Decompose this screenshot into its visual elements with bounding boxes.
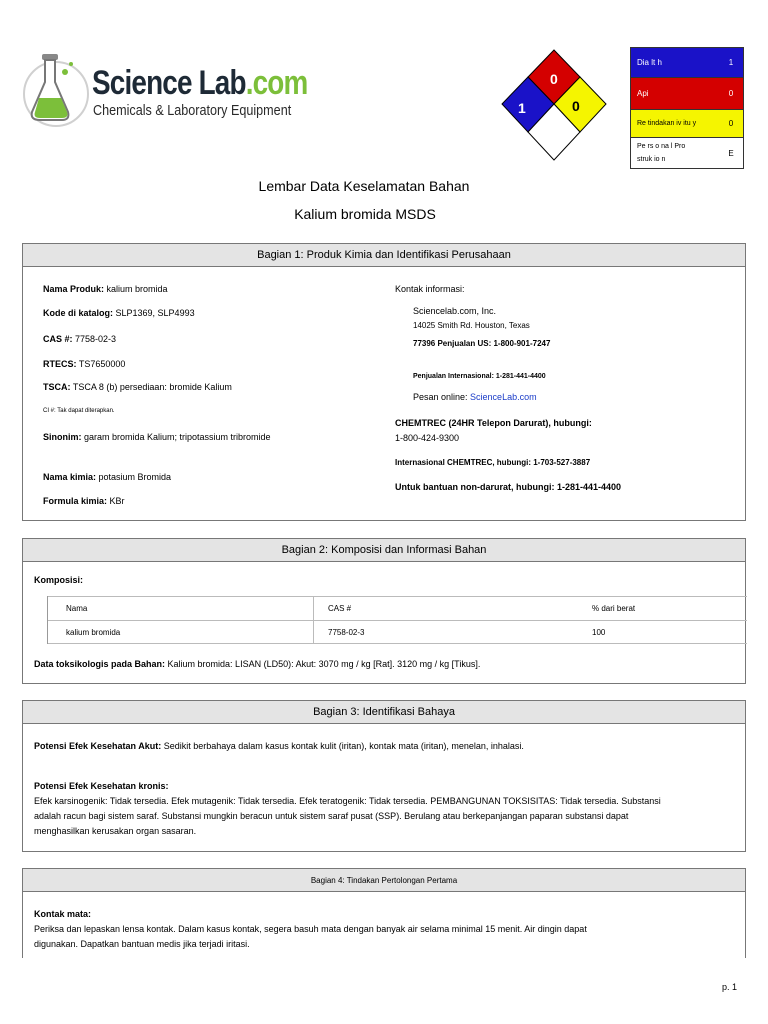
eye-contact-label: Kontak mata:	[34, 909, 92, 919]
hmis-protection-row: Pe rs o na l Pro struk io n E	[631, 138, 743, 168]
section-4	[22, 868, 746, 958]
product-name: Nama Produk: kalium bromida	[43, 284, 168, 294]
chemtrec-label: CHEMTREC (24HR Telepon Darurat), hubungi:	[395, 418, 592, 428]
nfpa-health-value: 1	[518, 100, 526, 116]
nfpa-diamond	[500, 48, 608, 164]
order-online: Pesan online: ScienceLab.com	[413, 392, 537, 402]
table-row: kalium bromida 7758-02-3 100	[48, 620, 747, 644]
non-emergency-contact: Untuk bantuan non-darurat, hubungi: 1-281-441-4400	[395, 482, 622, 492]
document-subtitle: Kalium bromida MSDS	[294, 206, 436, 222]
synonyms: Sinonim: garam bromida Kalium; tripotassium tribromide	[43, 432, 271, 442]
table-header-row: Nama CAS # % dari berat	[48, 596, 747, 620]
sales-us: 77396 Penjualan US: 1-800-901-7247	[413, 339, 551, 348]
contact-label: Kontak informasi:	[395, 284, 465, 294]
hmis-fire-row: Api 0	[631, 78, 743, 110]
composition-label: Komposisi:	[34, 575, 84, 585]
eye-contact-line-2: digunakan. Dapatkan bantuan medis jika terjadi iritasi.	[34, 939, 250, 949]
chronic-health-label: Potensi Efek Kesehatan kronis:	[34, 781, 169, 791]
sciencelab-logo	[20, 50, 308, 130]
flask-icon	[20, 50, 90, 130]
section-1	[22, 243, 746, 521]
section-2	[22, 538, 746, 684]
sales-international: Penjualan Internasional: 1-281-441-4400	[413, 373, 546, 380]
composition-table	[47, 596, 747, 644]
chemical-name: Nama kimia: potasium Bromida	[43, 472, 172, 482]
eye-contact-line-1: Periksa dan lepaskan lensa kontak. Dalam kasus kontak, segera basuh mata dengan banyak air selama minimal 15 menit. Air dingin dapat	[34, 924, 587, 934]
section-3-heading: Bagian 3: Identifikasi Bahaya	[23, 701, 745, 724]
section-4-heading: Bagian 4: Tindakan Pertolongan Pertama	[23, 869, 745, 892]
nfpa-fire-value: 0	[550, 71, 558, 87]
hmis-health-row: Dia lt h 1	[631, 48, 743, 78]
chemtrec-international: Internasional CHEMTREC, hubungi: 1-703-527-3887	[395, 458, 591, 467]
section-2-heading: Bagian 2: Komposisi dan Informasi Bahan	[23, 539, 745, 562]
sciencelab-link[interactable]: ScienceLab.com	[470, 392, 537, 402]
chemtrec-phone: 1-800-424-9300	[395, 433, 460, 443]
rtecs-number: RTECS: TS7650000	[43, 359, 126, 369]
chemical-formula: Formula kimia: KBr	[43, 496, 125, 506]
toxicology-data: Data toksikologis pada Bahan: Kalium bromida: LISAN (LD50): Akut: 3070 mg / kg [Rat]. 3120 mg / kg [Tikus].	[34, 659, 481, 669]
section-3	[22, 700, 746, 852]
tsca-info: TSCA: TSCA 8 (b) persediaan: bromide Kalium	[43, 382, 232, 392]
company-name: Sciencelab.com, Inc.	[413, 306, 497, 316]
chronic-health-line-1: Efek karsinogenik: Tidak tersedia. Efek mutagenik: Tidak tersedia. Efek teratogenik: Tidak tersedia. PEMBANGUNAN TOKSISITAS: Tidak tersedia. Substansi	[34, 796, 661, 806]
logo-wordmark: Science Lab.com	[92, 64, 308, 102]
page-number: p. 1	[722, 982, 738, 992]
company-address: 14025 Smith Rd. Houston, Texas	[413, 321, 530, 330]
document-title: Lembar Data Keselamatan Bahan	[258, 178, 470, 194]
cas-number: CAS #: 7758-02-3	[43, 334, 117, 344]
chronic-health-line-2: adalah racun bagi sistem saraf. Substansi mungkin beracun untuk sistem saraf pusat (SSP). Berulang atau berkepanjangan paparan substansi dapat	[34, 811, 629, 821]
hmis-reactivity-row: Re tindakan iv itu y 0	[631, 110, 743, 138]
chronic-health-line-3: menghasilkan kerusakan organ sasaran.	[34, 826, 197, 836]
nfpa-reactivity-value: 0	[572, 98, 580, 114]
ci-number: CI #: Tak dapat diterapkan.	[43, 408, 115, 414]
acute-health-effects: Potensi Efek Kesehatan Akut: Sedikit berbahaya dalam kasus kontak kulit (iritan), kontak mata (iritan), menelan, inhalasi.	[34, 741, 524, 751]
catalog-code: Kode di katalog: SLP1369, SLP4993	[43, 308, 195, 318]
section-1-heading: Bagian 1: Produk Kimia dan Identifikasi Perusahaan	[23, 244, 745, 267]
hmis-label	[630, 47, 744, 169]
logo-tagline: Chemicals & Laboratory Equipment	[93, 102, 292, 119]
